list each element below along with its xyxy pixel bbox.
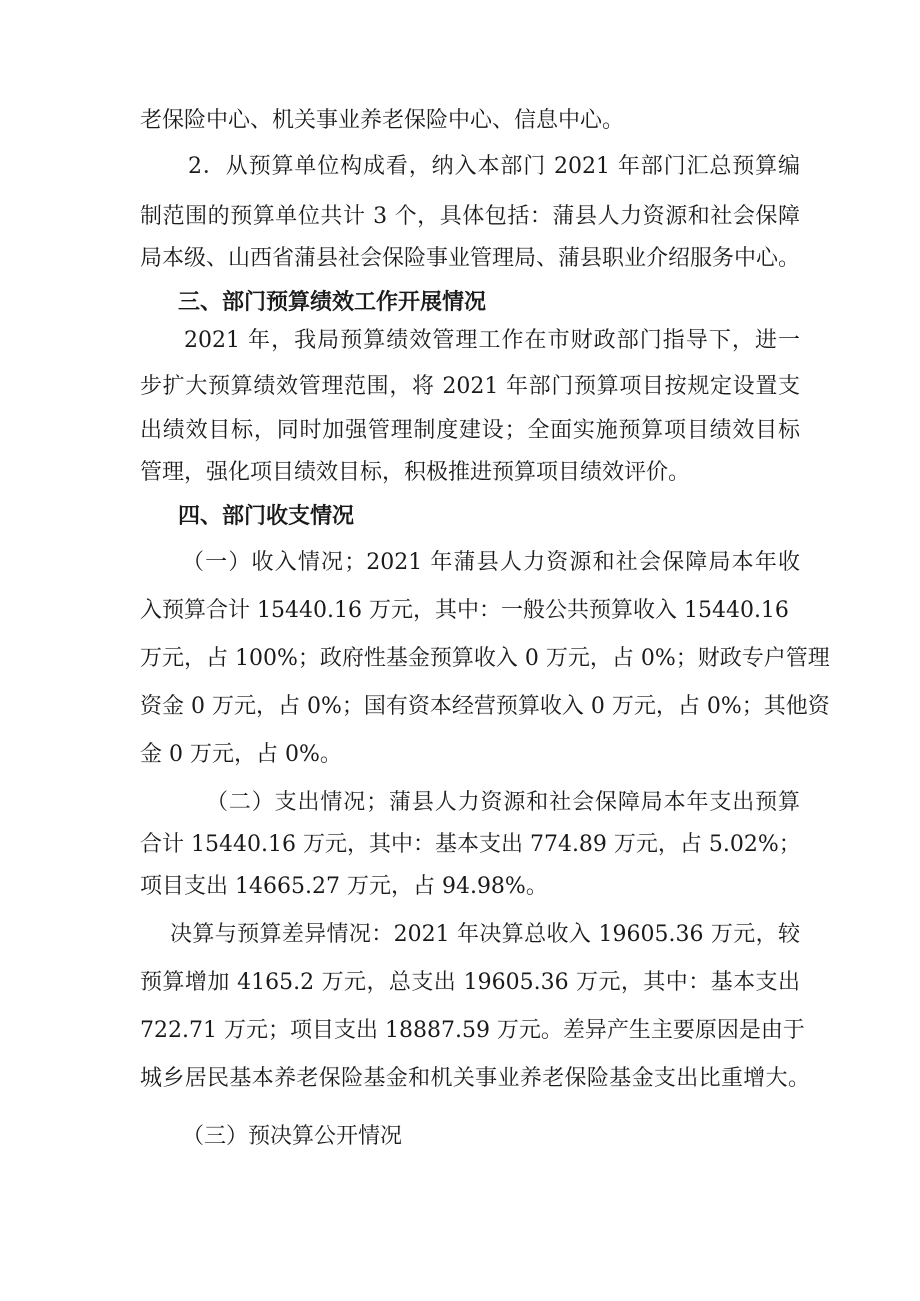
paragraph-line: 老保险中心、机关事业养老保险中心、信息中心。 <box>140 108 625 133</box>
paragraph-line: 入预算合计 15440.16 万元，其中：一般公共预算收入 15440.16 <box>140 598 789 623</box>
paragraph-line: 722.71 万元；项目支出 18887.59 万元。差异产生主要原因是由于 <box>140 1018 805 1043</box>
paragraph-line: 决算与预算差异情况：2021 年决算总收入 19605.36 万元，较 <box>170 922 800 947</box>
paragraph-line: 合计 15440.16 万元，其中：基本支出 774.89 万元，占 5.02%； <box>140 832 801 857</box>
paragraph-line: 金 0 万元，占 0%。 <box>140 742 342 767</box>
paragraph-line: 预算增加 4165.2 万元，总支出 19605.36 万元，其中：基本支出 <box>140 970 800 995</box>
paragraph-line: 管理，强化项目绩效目标，积极推进预算项目绩效评价。 <box>140 460 691 485</box>
paragraph-line: 城乡居民基本养老保险基金和机关事业养老保险基金支出比重增大。 <box>140 1066 810 1091</box>
paragraph-line: 项目支出 14665.27 万元，占 94.98%。 <box>140 874 548 899</box>
paragraph-line: 资金 0 万元，占 0%；国有资本经营预算收入 0 万元，占 0%；其他资 <box>140 694 830 719</box>
paragraph-line: 步扩大预算绩效管理范围，将 2021 年部门预算项目按规定设置支 <box>140 374 800 399</box>
section-heading-4: 四、部门收支情况 <box>178 504 355 529</box>
paragraph-line: （二）支出情况；蒲县人力资源和社会保障局本年支出预算 <box>206 790 800 815</box>
section-heading-3: 三、部门预算绩效工作开展情况 <box>178 290 487 315</box>
paragraph-line: （三）预决算公开情况 <box>182 1124 403 1149</box>
paragraph-line: 局本级、山西省蒲县社会保险事业管理局、蒲县职业介绍服务中心。 <box>140 246 801 271</box>
paragraph-line: 制范围的预算单位共计 3 个，具体包括：蒲县人力资源和社会保障 <box>140 204 800 229</box>
paragraph-line: 2021 年，我局预算绩效管理工作在市财政部门指导下，进一 <box>184 328 800 353</box>
paragraph-line: 2．从预算单位构成看，纳入本部门 2021 年部门汇总预算编 <box>188 154 800 179</box>
paragraph-line: 万元，占 100%；政府性基金预算收入 0 万元，占 0%；财政专户管理 <box>140 646 830 671</box>
paragraph-line: 出绩效目标，同时加强管理制度建设；全面实施预算项目绩效目标 <box>140 418 800 443</box>
paragraph-line: （一）收入情况；2021 年蒲县人力资源和社会保障局本年收 <box>182 550 800 575</box>
